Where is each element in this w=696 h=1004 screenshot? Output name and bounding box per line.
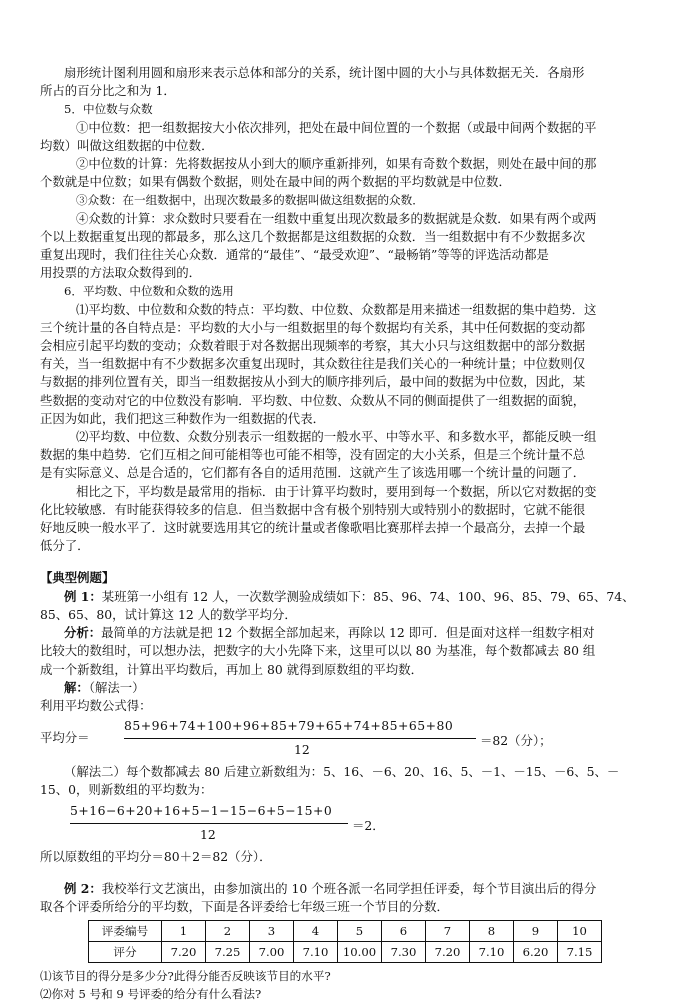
- score-cell: 7.20: [426, 942, 470, 963]
- example-2-text: 我校举行文艺演出，由参加演出的 10 个班各派一名同学担任评委，每个节目演出后的得分: [101, 880, 597, 896]
- score-cell: 6.20: [514, 942, 558, 963]
- score-cell: 7.10: [470, 942, 514, 963]
- score-cell: 7.00: [250, 942, 294, 963]
- mode-definition: ③众数：在一组数据中，出现次数最多的数据叫做这组数据的众数．: [76, 193, 424, 208]
- example-1: [40, 588, 660, 606]
- mode-calculation-cont-1: 个以上数据重复出现的都最多，那么这几个数据都是这组数据的众数．当一组数据中有不少数据多次: [40, 228, 586, 244]
- selection-para-cont-2: 是有实际意义、总是合适的，它们都有各自的适用范围．这就产生了该选用哪一个统计量的问题了．: [40, 465, 586, 481]
- judge-id-cell: 10: [558, 921, 602, 942]
- analysis-cont-2: 成一个新数组，计算出平均数后，再加上 80 就得到原数组的平均数．: [40, 661, 423, 677]
- score-cell: 10.00: [338, 942, 382, 963]
- judge-id-cell: 3: [250, 921, 294, 942]
- score-cell: 7.10: [294, 942, 338, 963]
- judge-id-cell: 4: [294, 921, 338, 942]
- formula-1-result: ＝82（分）；: [480, 733, 552, 749]
- median-calculation: ②中位数的计算：先将数据按从小到大的顺序重新排列，如果有奇数个数据，则处在最中间的那: [76, 156, 597, 172]
- mode-calculation-cont-3: 用投票的方法取众数得到的．: [40, 265, 202, 281]
- example-2: [40, 880, 660, 898]
- judge-id-cell: 1: [162, 921, 206, 942]
- section-6-title: 6．平均数、中位数和众数的选用: [64, 284, 234, 299]
- comparison-para-cont-3: 低分了．: [40, 538, 90, 554]
- judge-id-cell: 7: [426, 921, 470, 942]
- judge-scores-table: [88, 920, 602, 963]
- example-1-text: 某班第一小组有 12 人，一次数学测验成绩如下：85、96、74、100、96、85、79、65、74、: [101, 588, 635, 604]
- method-2-cont: 15、0，则新数组的平均数为：: [40, 782, 213, 798]
- solution-method-1: （解法一）: [88, 679, 145, 695]
- method-2-conclusion: 所以原数组的平均分＝80＋2＝82（分）．: [40, 848, 272, 864]
- features-para-cont-6: 正因为如此，我们把这三种数作为一组数据的代表．: [40, 410, 325, 426]
- formula-1-lhs: 平均分＝: [40, 730, 90, 746]
- comparison-para: 相比之下，平均数是最常用的指标．由于计算平均数时，要用到每一个数据，所以它对数据的变: [76, 483, 597, 499]
- formula-2-denominator: 12: [200, 826, 216, 842]
- solution-label: 解：: [64, 679, 89, 695]
- judge-id-header: 评委编号: [89, 921, 162, 942]
- analysis: [40, 624, 660, 642]
- features-para-cont-3: 有关，当一组数据中有不少数据多次重复出现时，其众数往往是我们关心的一种统计量；中位数则仅: [40, 356, 586, 372]
- score-cell: 7.15: [558, 942, 602, 963]
- judge-id-cell: 2: [206, 921, 250, 942]
- mode-calculation-cont-2: 重复出现时，我们往往关心众数．通常的“最佳”、“最受欢迎”、“最畅销”等等的评选活动都是: [40, 247, 549, 263]
- formula-2-numerator: 5+16−6+20+16+5−1−15−6+5−15+0: [70, 802, 333, 818]
- formula-1: [40, 717, 660, 761]
- example-2-cont: 取各个评委所给分的平均数，下面是各评委给七年级三班一个节目的分数．: [40, 898, 449, 914]
- use-formula: 利用平均数公式得：: [40, 697, 152, 713]
- score-cell: 7.30: [382, 942, 426, 963]
- comparison-para-cont-1: 化比较敏感．有时能获得较多的信息．但当数据中含有极个别特别大或特别小的数据时，它就不能很: [40, 501, 586, 517]
- formula-1-numerator: 85+96+74+100+96+85+79+65+74+85+65+80: [124, 718, 454, 734]
- analysis-cont-1: 比较大的数组时，可以想办法，把数字的大小先降下来，这里可以以 80 为基准，每个数都减去 80 组: [40, 643, 596, 659]
- median-definition: ①中位数：把一组数据按大小依次排列，把处在最中间位置的一个数据（或最中间两个数据的平: [76, 119, 597, 135]
- formula-2: [40, 802, 660, 846]
- pie-chart-note-line2: 所占的百分比之和为 1．: [40, 83, 176, 99]
- example-1-label: 例 1：: [64, 588, 102, 604]
- formula-2-result: ＝2．: [352, 817, 385, 833]
- mode-calculation: ④众数的计算：求众数时只要看在一组数中重复出现次数最多的数据就是众数．如果有两个或两: [76, 210, 597, 226]
- selection-para: ⑵平均数、中位数、众数分别表示一组数据的一般水平、中等水平、和多数水平，都能反映一组: [76, 429, 597, 445]
- examples-heading: 【典型例题】: [40, 570, 115, 586]
- method-2: （解法二）每个数都减去 80 后建立新数组为：5、16、－6、20、16、5、－1、－15、－6、5、－: [64, 764, 620, 780]
- judge-id-cell: 8: [470, 921, 514, 942]
- score-row: [89, 942, 602, 963]
- comparison-para-cont-2: 好地反映一般水平了．这时就要选用其它的统计量或者像歌唱比赛那样去掉一个最高分，去掉一个最: [40, 520, 586, 536]
- features-para-cont-4: 与数据的排列位置有关，即当一组数据按从小到大的顺序排列后，最中间的数据为中位数，因此，某: [40, 374, 586, 390]
- pie-chart-note-line1: 扇形统计图利用圆和扇形来表示总体和部分的关系，统计图中圆的大小与具体数据无关．各扇形: [64, 65, 585, 80]
- formula-2-fraction-bar: [70, 823, 348, 824]
- solution: [40, 679, 660, 697]
- selection-para-cont-1: 数据的集中趋势．它们互相之间可能相等也可能不相等，没有固定的大小关系，但是三个统计量不总: [40, 447, 586, 463]
- section-5-title: 5．中位数与众数: [64, 102, 153, 117]
- judge-id-row: [89, 921, 602, 942]
- features-para-cont-5: 些数据的变动对它的中位数没有影响．平均数、中位数、众数从不同的侧面提供了一组数据的面貌，: [40, 392, 586, 408]
- judge-id-cell: 6: [382, 921, 426, 942]
- judge-id-cell: 5: [338, 921, 382, 942]
- analysis-text: 最简单的方法就是把 12 个数据全部加起来，再除以 12 即可．但是面对这样一组数字相对: [101, 625, 595, 641]
- score-cell: 7.20: [162, 942, 206, 963]
- score-header: 评分: [89, 942, 162, 963]
- question-1: ⑴该节目的得分是多少分?此得分能否反映该节目的水平?: [40, 969, 331, 984]
- question-2: ⑵你对 5 号和 9 号评委的给分有什么看法?: [40, 987, 262, 1002]
- example-1-cont: 85、65、80，试计算这 12 人的数学平均分．: [40, 606, 297, 622]
- document-page: [40, 64, 660, 1004]
- example-2-label: 例 2：: [64, 880, 102, 896]
- features-para-cont-2: 会相应引起平均数的变动；众数着眼于对各数据出现频率的考察，其大小只与这组数据中的部分数据: [40, 338, 586, 354]
- median-calculation-cont: 个数就是中位数；如果有偶数个数据，则处在最中间的两个数据的平均数就是中位数．: [40, 174, 511, 190]
- median-definition-cont: 均数）叫做这组数据的中位数．: [40, 137, 214, 153]
- features-para: ⑴平均数、中位数和众数的特点：平均数、中位数、众数都是用来描述一组数据的集中趋势．这: [76, 301, 597, 317]
- formula-1-denominator: 12: [294, 742, 310, 758]
- formula-1-fraction-bar: [124, 738, 476, 739]
- features-para-cont-1: 三个统计量的各自特点是：平均数的大小与一组数据里的每个数据均有关系，其中任何数据的变动都: [40, 319, 586, 335]
- score-cell: 7.25: [206, 942, 250, 963]
- judge-id-cell: 9: [514, 921, 558, 942]
- analysis-label: 分析：: [64, 625, 102, 641]
